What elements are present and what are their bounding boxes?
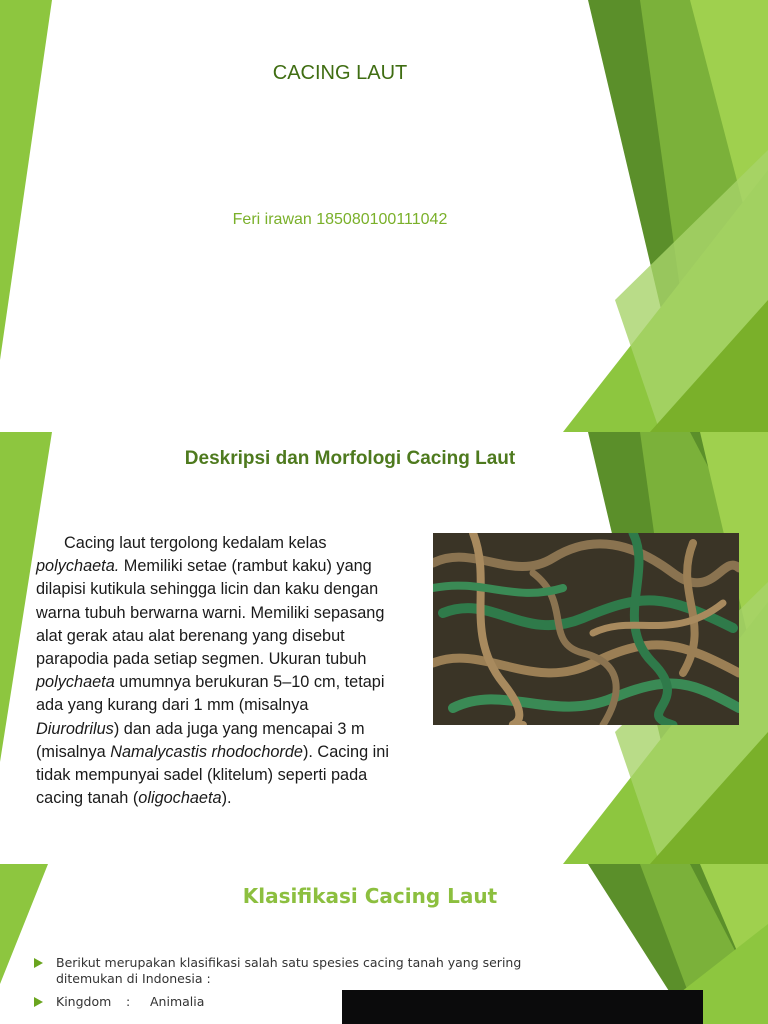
body-italic: Diurodrilus	[36, 719, 114, 738]
arrow-bullet-icon	[34, 997, 43, 1007]
intro-text: Berikut merupakan klasifikasi salah satu spesies cacing tanah yang sering ditemukan di Indonesia :	[56, 955, 522, 986]
body-italic: Namalycastis rhodochorde	[110, 742, 303, 761]
arrow-bullet-icon	[34, 958, 43, 968]
author-line: Feri irawan 185080100111042	[232, 211, 448, 228]
body-italic: polychaeta.	[36, 557, 120, 576]
description-paragraph	[36, 532, 396, 810]
list-item	[34, 955, 554, 987]
slide-title	[0, 0, 768, 432]
classification-photo	[342, 990, 703, 1024]
kingdom-value: Animalia	[150, 994, 205, 1009]
kingdom-separator: :	[126, 994, 131, 1009]
body-text: Cacing laut tergolong kedalam kelas	[64, 534, 327, 552]
slide-heading: Klasifikasi Cacing Laut	[242, 884, 498, 908]
body-italic: polychaeta	[36, 673, 115, 692]
body-text: Memiliki setae (rambut kaku) yang dilapisi kutikula sehingga licin dan kaku dengan warna tubuh berwarna warni. Memiliki sepasang alat gerak atau alat berenang yang disebut parapodia pada setiap segmen. Ukuran tubuh	[36, 557, 385, 669]
slide-classification	[0, 864, 768, 1024]
body-text: ).	[221, 789, 232, 808]
slide-description	[0, 432, 768, 864]
body-text: ). Cacing ini tidak mempunyai sadel (klitelum) seperti pada cacing tanah (	[36, 742, 389, 808]
slide-heading: Deskripsi dan Morfologi Cacing Laut	[184, 448, 516, 469]
sea-worm-photo	[433, 533, 739, 725]
body-text: ) dan ada juga yang mencapai 3 m (misalnya	[36, 719, 365, 761]
presentation-title: CACING LAUT	[272, 62, 408, 84]
body-italic: oligochaeta	[138, 789, 222, 808]
body-text: umumnya berukuran 5–10 cm, tetapi ada yang kurang dari 1 mm (misalnya	[36, 673, 385, 715]
kingdom-label: Kingdom	[56, 994, 112, 1009]
